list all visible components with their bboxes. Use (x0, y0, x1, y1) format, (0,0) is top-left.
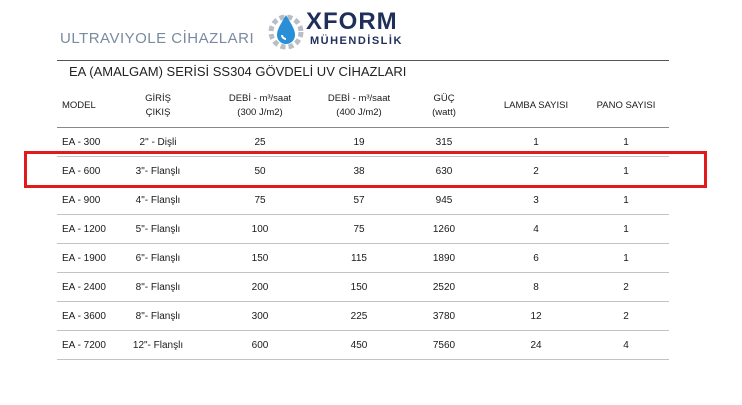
table-cell: 2 (533, 165, 539, 177)
header-cell (229, 92, 291, 120)
table-cell: 6"- Flanşlı (135, 252, 181, 264)
table-cell: 2 (623, 310, 629, 322)
table-cell: 2520 (432, 281, 456, 293)
header-text: DEBİ - m³/saat (327, 92, 391, 104)
highlight-box-ea-600 (24, 151, 707, 188)
table-cell: 57 (353, 194, 365, 206)
header-text: LAMBA SAYISI (503, 99, 569, 111)
table-cell: 115 (351, 252, 367, 264)
header-cell (62, 99, 96, 113)
table-cell: 200 (251, 281, 269, 293)
table-cell: 1 (623, 136, 629, 148)
header-text: DEBİ - m³/saat (228, 92, 292, 104)
table-cell: 75 (254, 194, 266, 206)
table-header-row (57, 84, 669, 128)
table-cell: 1 (623, 252, 629, 264)
header-text: GÜÇ (433, 92, 455, 104)
table-cell: 25 (254, 136, 266, 148)
table-cell: 12 (530, 310, 542, 322)
model-cell: EA - 2400 (62, 281, 106, 293)
header-text: PANO SAYISI (596, 99, 656, 111)
table-row (57, 273, 669, 302)
table-cell: 945 (435, 194, 453, 206)
table-cell: 7560 (432, 339, 456, 351)
model-cell: EA - 1200 (62, 223, 106, 235)
table-cell: 315 (435, 136, 453, 148)
logo-wordmark: XFORM (306, 8, 398, 35)
table-cell: 50 (254, 165, 266, 177)
table-cell: 3 (533, 194, 539, 206)
table-cell: 3780 (432, 310, 456, 322)
uv-spec-table (57, 84, 669, 360)
table-row (57, 331, 669, 360)
water-drop-gear-icon (266, 8, 306, 52)
table-cell: 4 (533, 223, 539, 235)
model-cell: EA - 1900 (62, 252, 106, 264)
model-cell: EA - 600 (62, 165, 101, 177)
table-cell: 2 (623, 281, 629, 293)
table-cell: 5"- Flanşlı (135, 223, 181, 235)
table-cell: 75 (353, 223, 365, 235)
table-cell: 38 (353, 165, 365, 177)
table-top-rule (57, 60, 669, 61)
company-logo (266, 8, 416, 52)
header-text: GİRİŞ (145, 92, 171, 104)
table-cell: 1260 (432, 223, 456, 235)
table-cell: 100 (251, 223, 269, 235)
table-cell: 1 (623, 223, 629, 235)
header-cell (432, 92, 456, 120)
table-cell: 1 (623, 165, 629, 177)
table-cell: 8 (533, 281, 539, 293)
table-cell: 1 (623, 194, 629, 206)
table-cell: 8"- Flanşlı (135, 281, 181, 293)
table-row (57, 215, 669, 244)
table-row (57, 302, 669, 331)
header-text: (watt) (432, 106, 456, 118)
table-cell: 6 (533, 252, 539, 264)
model-cell: EA - 3600 (62, 310, 106, 322)
table-cell: 2" - Dişli (139, 136, 177, 148)
header-text: (300 J/m2) (237, 106, 283, 118)
header-cell (597, 99, 656, 113)
table-cell: 450 (350, 339, 368, 351)
table-cell: 600 (251, 339, 269, 351)
table-cell: 8"- Flanşlı (135, 310, 181, 322)
model-cell: EA - 7200 (62, 339, 106, 351)
header-text: (400 J/m2) (336, 106, 382, 118)
table-cell: 300 (251, 310, 269, 322)
table-cell: 24 (530, 339, 542, 351)
header-text: ÇIKIŞ (145, 106, 171, 118)
table-cell: 19 (353, 136, 365, 148)
table-cell: 150 (350, 281, 368, 293)
header-cell (328, 92, 390, 120)
table-row (57, 186, 669, 215)
table-title: EA (AMALGAM) SERİSİ SS304 GÖVDELİ UV CİHAZLARI (69, 64, 407, 79)
table-cell: 150 (251, 252, 269, 264)
model-cell: EA - 900 (62, 194, 101, 206)
table-cell: 225 (350, 310, 368, 322)
model-cell: EA - 300 (62, 136, 101, 148)
header-cell (145, 92, 171, 120)
table-cell: 4 (623, 339, 629, 351)
table-row (57, 244, 669, 273)
table-cell: 4"- Flanşlı (135, 194, 181, 206)
table-cell: 630 (435, 165, 453, 177)
table-cell: 12"- Flanşlı (132, 339, 184, 351)
logo-subtitle: MÜHENDİSLİK (310, 35, 403, 47)
header-cell (504, 99, 568, 113)
table-cell: 1 (533, 136, 539, 148)
section-title: ULTRAVIYOLE CİHAZLARI (60, 30, 255, 47)
table-cell: 1890 (432, 252, 456, 264)
table-cell: 3"- Flanşlı (135, 165, 181, 177)
header-text: MODEL (62, 99, 96, 111)
